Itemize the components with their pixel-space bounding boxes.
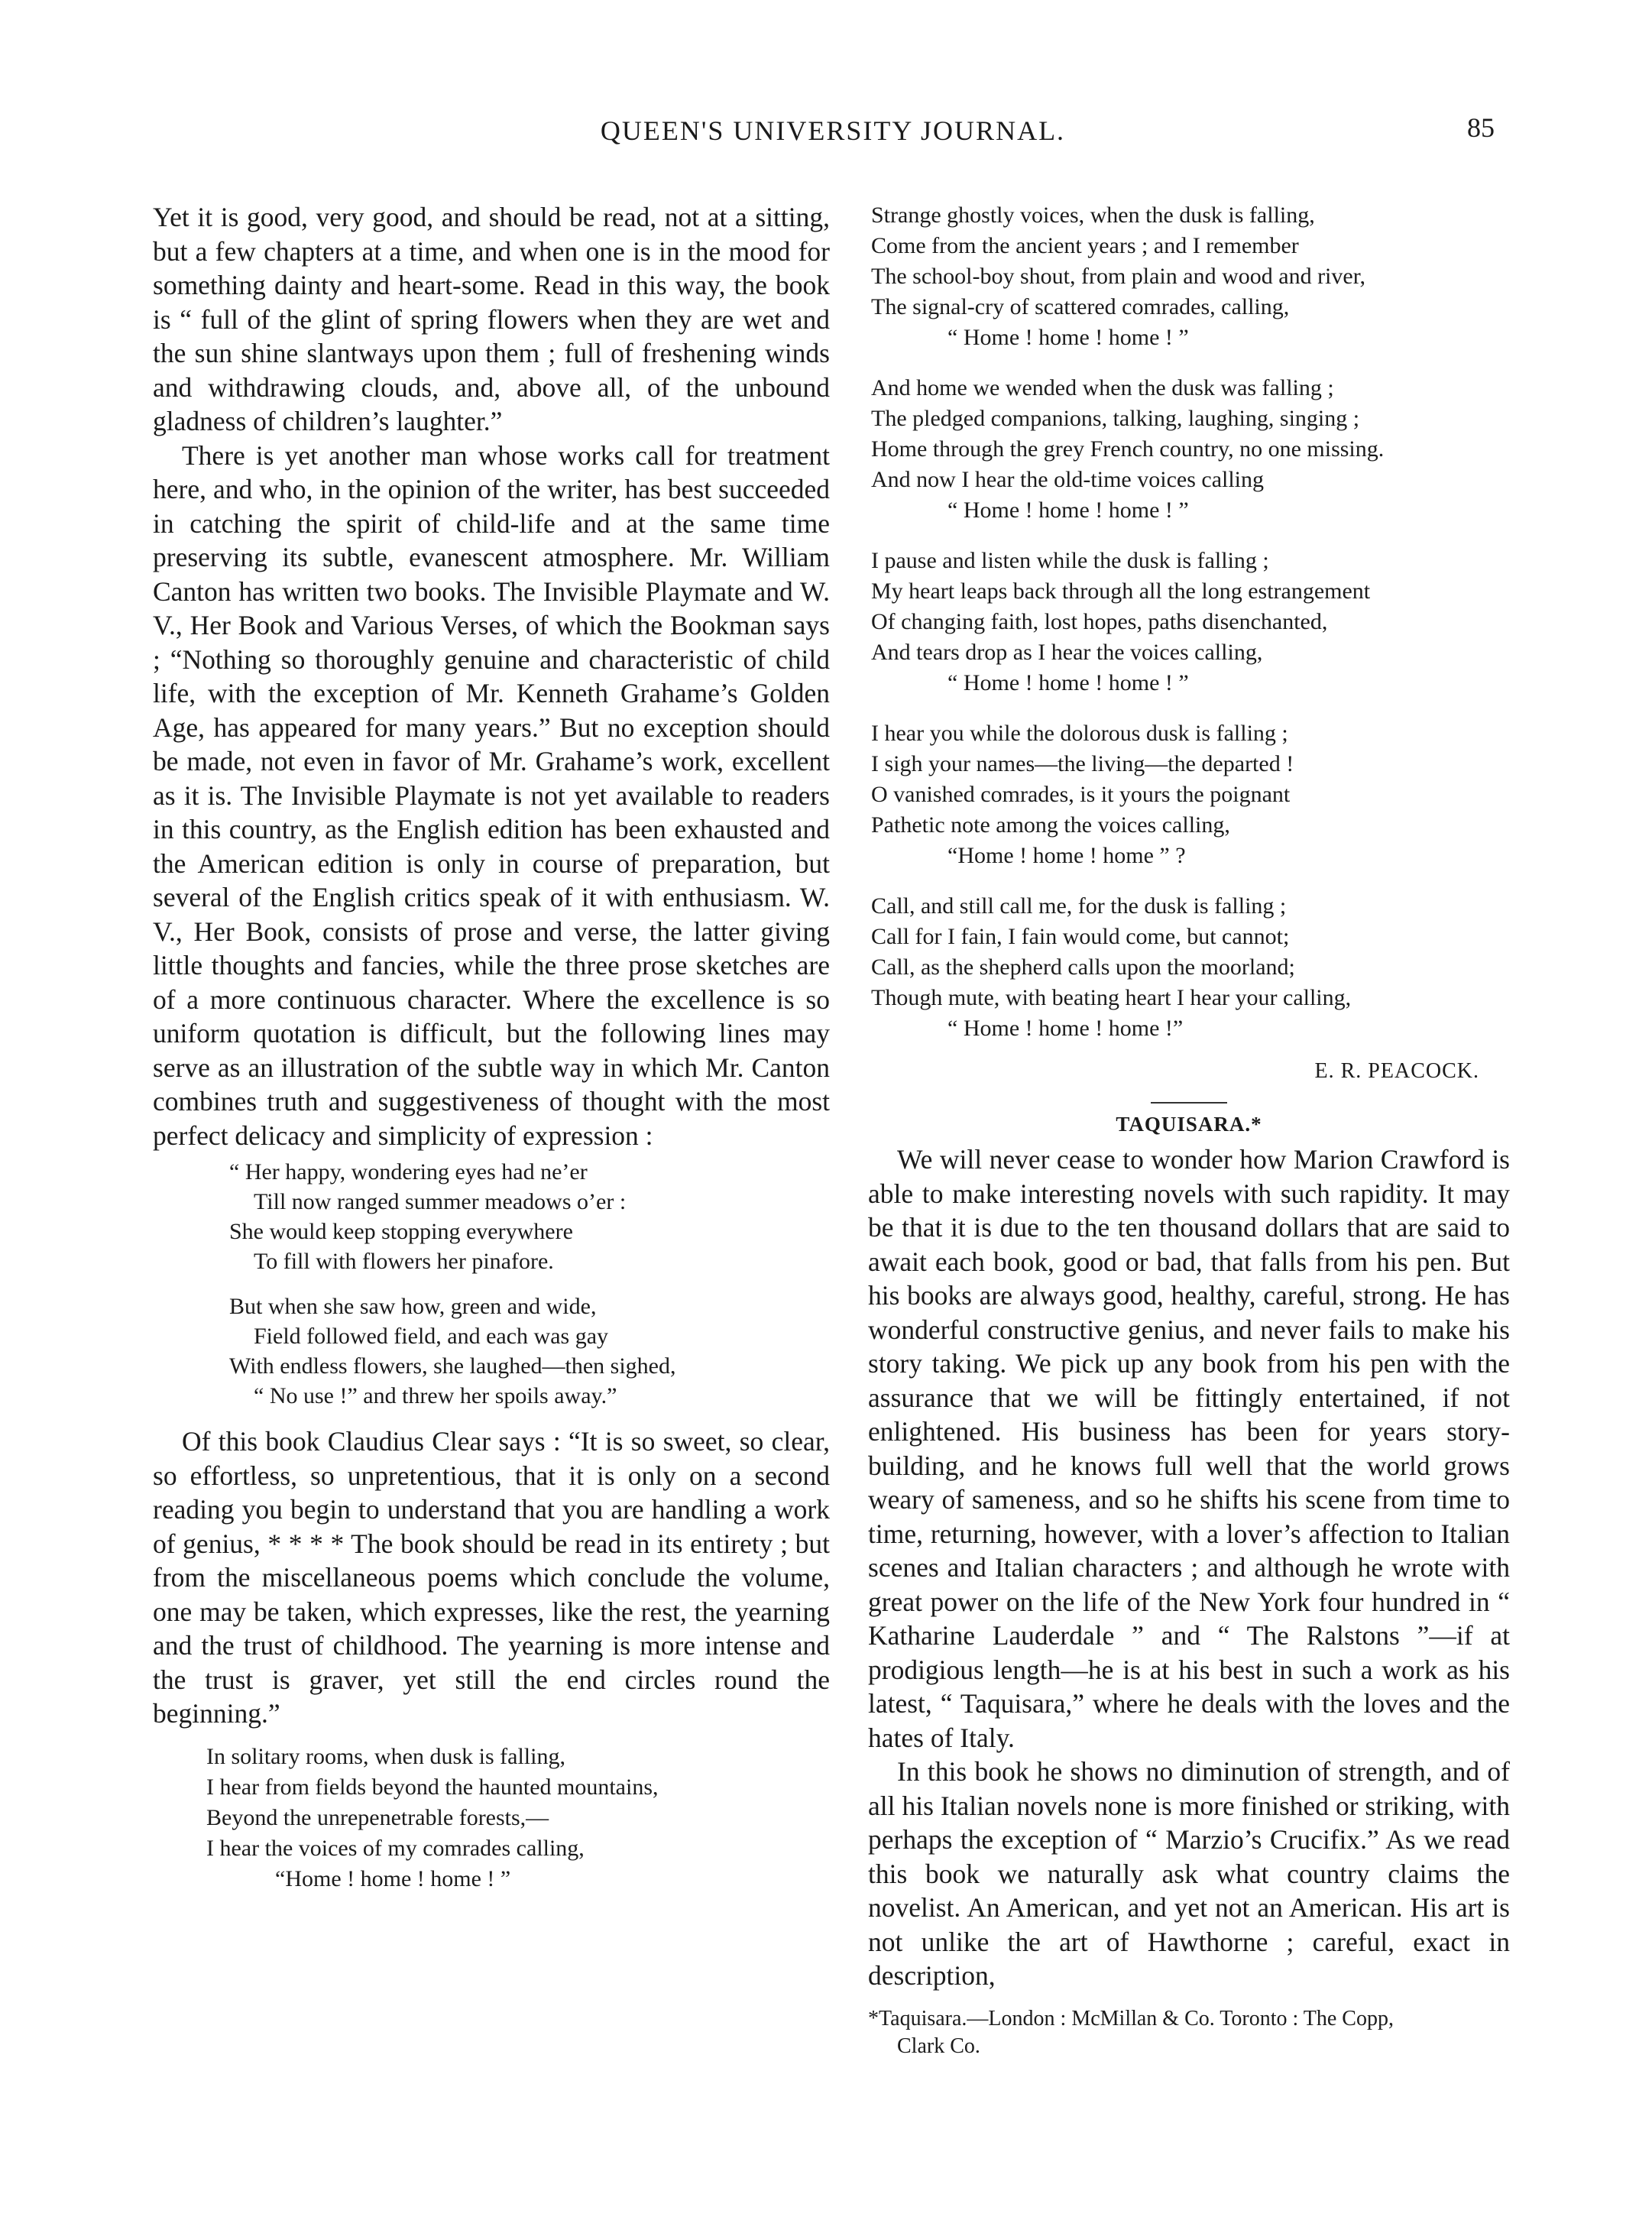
poem-line: My heart leaps back through all the long estrangement [871,579,1371,604]
paragraph: There is yet another man whose works call for treatment here, and who, in the opinion of the writer, has best succeeded in catching the spirit of child-life and at the same time preserving its subtle, evanescent atmosphere. Mr. William Canton has written two books. The Invisible Playmate and W. V., Her Book and Various Verses, of which the Bookman says ; “Nothing so thoroughly genuine and characteristic of child life, with the exception of Mr. Kenneth Grahame’s Golden Age, has appeared for many years.” But no exception should be made, not even in favor of Mr. Grahame’s work, excellent as it is. The Invisible Playmate is not yet available to readers in this country, as the English edition has been exhausted and the American edition is only in course of preparation, but several of the English critics speak of it with enthusiasm. W. V., Her Book, consists of prose and verse, the latter giving little thoughts and fancies, while the three prose sketches are of a more continuous character. Where the excellence is so uniform quotation is difficult, but the following lines may serve as an illustration of the subtle way in which Mr. Canton combines truth and suggestiveness of thought with the most perfect delicacy and simplicity of expression : [153,439,830,1151]
poem-line: And now I hear the old-time voices calling [871,467,1265,492]
poem-refrain: “ Home ! home ! home ! ” [947,497,1189,523]
poem-line: Of changing faith, lost hopes, paths disenchanted, [871,609,1328,634]
paragraph: In this book he shows no diminution of strength, and of all his Italian novels none is more finished or striking, with perhaps the exception of “ Marzio’s Crucifix.” As we read this book we naturally ask what country claims the novelist. An American, and yet not an American. His art is not unlike the art of Hawthorne ; careful, exact in description, [868,1756,1510,1991]
left-column [153,200,830,1894]
footnote [868,2005,1510,2060]
poem-line: I hear the voices of my comrades calling, [206,1835,585,1861]
poem-line: Pathetic note among the voices calling, [871,812,1230,838]
poem-line: With endless flowers, she laughed—then sighed, [229,1353,676,1379]
poem-line: I sigh your names—the living—the departed ! [871,751,1294,776]
poem-refrain: “ Home ! home ! home ! ” [947,325,1189,350]
poem-line: O vanished comrades, is it yours the poignant [871,782,1291,807]
paragraph: Of this book Claudius Clear says : “It is so sweet, so clear, so effortless, so unpretentious, that it is only on a second reading you begin to understand that you are handling a work of genius, * * * * The book should be read in its entirety ; but from the miscellaneous poems which conclude the volume, one may be taken, which expresses, like the rest, the yearning and the trust of childhood. The yearning is more intense and the trust is graver, yet still the end circles round the beginning.” [153,1426,830,1729]
poem-line: The school-boy shout, from plain and wood and river, [871,264,1365,289]
poem-stanza [229,1292,830,1411]
author-signature: E. R. PEACOCK. [1314,1059,1479,1083]
poem-refrain: “ Home ! home ! home ! ” [947,670,1189,695]
poem-line: Field followed field, and each was gay [254,1324,609,1349]
section-title: TAQUISARA.* [1116,1113,1262,1136]
poem-line: Though mute, with beating heart I hear your calling, [871,985,1352,1010]
paragraph: Yet it is good, very good, and should be read, not at a sitting, but a few chapters at a time, and when one is in the mood for something dainty and heart-some. Read in this way, the book is “ full of the glint of spring flowers when they are wet and the sun shine slantways upon them ; full of freshening winds and withdrawing clouds, and, above all, of the unbound gladness of children’s laughter.” [153,202,830,436]
poem-line: Call for I fain, I fain would come, but cannot; [871,924,1290,949]
poem-refrain: “ Home ! home ! home !” [947,1016,1184,1041]
page-number: 85 [1467,112,1495,143]
poem-refrain: “Home ! home ! home ! ” [275,1865,511,1891]
poem-line: Strange ghostly voices, when the dusk is falling, [871,203,1315,228]
poem-line: To fill with flowers her pinafore. [254,1249,554,1274]
poem-line: And tears drop as I hear the voices calling, [871,640,1263,665]
poem-quote [206,1742,830,1894]
poem-line: Till now ranged summer meadows o’er : [254,1189,627,1214]
poem-continuation [871,200,1510,1044]
poem-line: Call, as the shepherd calls upon the moorland; [871,954,1295,980]
poem-line: But when she saw how, green and wide, [229,1294,597,1319]
poem-line: She would keep stopping everywhere [229,1219,573,1244]
poem-stanza [871,200,1510,353]
footnote-line: *Taquisara.—London : McMillan & Co. Toronto : The Copp, [868,2006,1394,2030]
poem-stanza [871,373,1510,526]
paragraph: We will never cease to wonder how Marion Crawford is able to make interesting novels with such rapidity. It may be that it is due to the ten thousand dollars that are said to await each book, good or bad, that falls from his pen. But his books are always good, healthy, careful, strong. He has wonderful constructive genius, and never fails to make his story taking. We pick up any book from his pen with the assurance that we will be fittingly entertained, if not enlightened. His business has been for years story-building, and he knows full well that the world grows weary of sameness, and so he shifts his scene from time to time, returning, however, with a lover’s affection to Italian scenes and Italian characters ; and although he wrote with great power on the life of the New York four hundred in “ Katharine Lauderdale ” and “ The Ralstons ”—if at prodigious length—he is at his best in such a work as his latest, “ Taquisara,” where he deals with the loves and the hates of Italy. [868,1144,1510,1753]
poem-stanza [871,546,1510,698]
poem-line: Home through the grey French country, no one missing. [871,436,1385,462]
poem-line: In solitary rooms, when dusk is falling, [206,1743,565,1769]
poem-line: I pause and listen while the dusk is falling ; [871,548,1269,573]
poem-stanza [229,1157,830,1276]
poem-line: And home we wended when the dusk was falling ; [871,375,1334,400]
section-divider [1151,1102,1227,1104]
poem-line: Come from the ancient years ; and I remember [871,233,1299,258]
poem-stanza [871,718,1510,871]
poem-line: “ No use !” and threw her spoils away.” [254,1383,617,1408]
poem-line: The pledged companions, talking, laughing, singing ; [871,406,1360,431]
poem-line: I hear from fields beyond the haunted mountains, [206,1774,659,1800]
running-header: QUEEN'S UNIVERSITY JOURNAL. [600,115,1066,146]
poem-line: The signal-cry of scattered comrades, calling, [871,294,1290,319]
poem-line: Beyond the unrepenetrable forests,— [206,1804,549,1830]
poem-line: “ Her happy, wondering eyes had ne’er [229,1159,588,1185]
right-column [868,200,1510,2060]
poem-stanza [871,891,1510,1044]
poem-quote [229,1157,830,1411]
poem-line: Call, and still call me, for the dusk is falling ; [871,893,1287,919]
poem-refrain: “Home ! home ! home ” ? [947,843,1186,868]
poem-line: I hear you while the dolorous dusk is falling ; [871,721,1288,746]
footnote-line: Clark Co. [897,2034,980,2058]
